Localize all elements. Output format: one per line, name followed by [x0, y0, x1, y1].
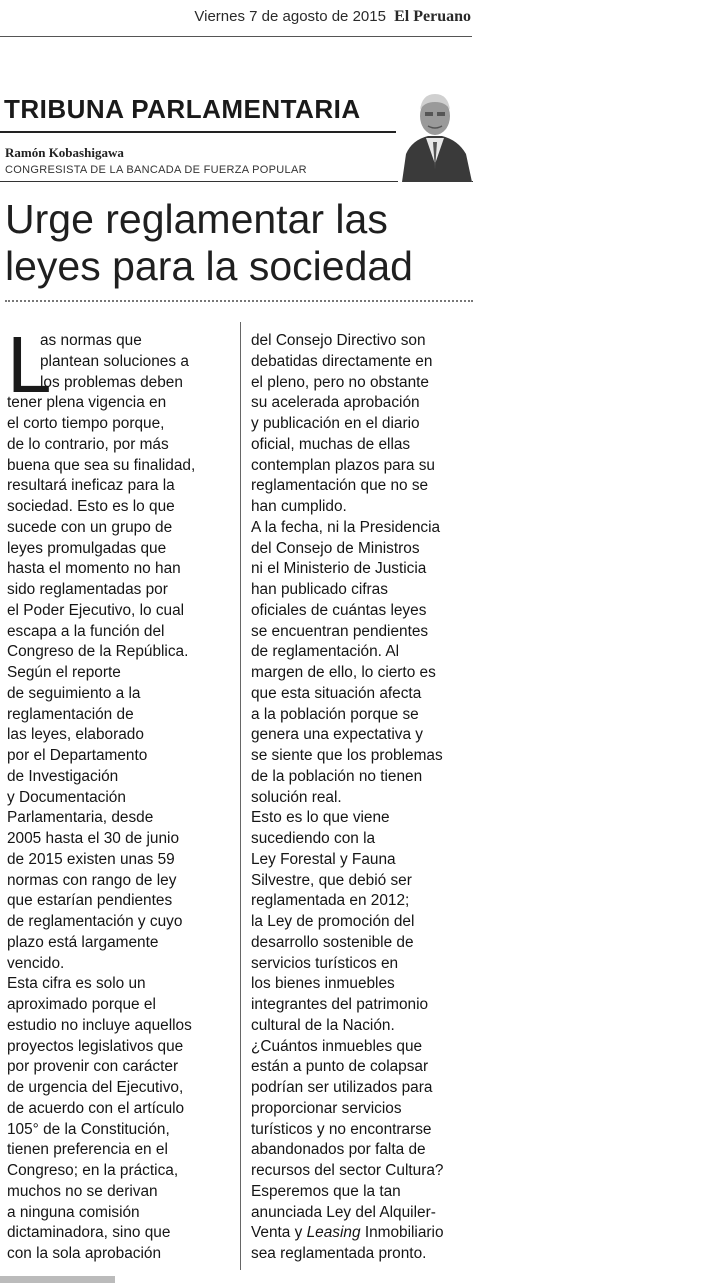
- body-line: proporcionar servicios: [251, 1099, 402, 1117]
- body-line: desarrollo sostenible de: [251, 933, 414, 951]
- body-line: y Documentación: [7, 788, 126, 806]
- body-line: muchos no se derivan: [7, 1182, 158, 1200]
- body-line: integrantes del patrimonio: [251, 996, 429, 1013]
- body-line: Esperemos que la tan: [251, 1182, 401, 1200]
- body-line: contemplan plazos para su: [251, 456, 435, 474]
- body-line: vencido.: [7, 954, 65, 972]
- body-line: ¿Cuántos inmuebles que: [251, 1037, 423, 1055]
- body-line: podrían ser utilizados para: [251, 1079, 433, 1096]
- author-name: Ramón Kobashigawa: [5, 145, 124, 160]
- body-line: solución real.: [251, 788, 342, 806]
- body-line: de seguimiento a la: [7, 684, 141, 702]
- body-line: plazo está largamente: [7, 933, 159, 951]
- body-line: de 2015 existen unas 59: [7, 850, 175, 868]
- body-line: plantean soluciones a: [40, 352, 189, 370]
- body-line: [251, 1223, 481, 1244]
- body-text: Inmobiliario: [360, 1224, 444, 1242]
- body-line: dictaminadora, sino que: [7, 1224, 171, 1242]
- body-line: cultural de la Nación.: [251, 1016, 395, 1034]
- body-line: el Poder Ejecutivo, lo cual: [7, 601, 185, 619]
- body-line: los bienes inmuebles: [251, 975, 395, 993]
- body-line: 2005 hasta el 30 de junio: [7, 830, 180, 847]
- body-line: y publicación en el diario: [251, 415, 420, 432]
- body-line: 105° de la Constitución,: [7, 1120, 170, 1138]
- body-line: el pleno, pero no obstante: [251, 373, 429, 391]
- body-line: su acelerada aprobación: [251, 394, 420, 412]
- body-line: sea reglamentada pronto.: [251, 1245, 427, 1262]
- newspaper-brand: El Peruano: [394, 8, 471, 25]
- body-line: reglamentación que no se: [251, 477, 429, 495]
- body-line: de lo contrario, por más: [7, 435, 169, 453]
- headline-line-2: leyes para la sociedad: [5, 243, 413, 289]
- body-line: recursos del sector Cultura?: [251, 1162, 444, 1179]
- body-line: abandonados por falta de: [251, 1141, 426, 1159]
- body-line: aproximado porque el: [7, 996, 156, 1013]
- drop-cap: L: [7, 320, 52, 409]
- section-divider: [0, 131, 396, 133]
- body-line: tener plena vigencia en: [7, 394, 167, 412]
- header-divider: [0, 36, 472, 37]
- body-line: hasta el momento no han: [7, 560, 181, 578]
- body-line: del Consejo de Ministros: [251, 539, 420, 557]
- page-header: [194, 8, 471, 26]
- section-title: TRIBUNA PARLAMENTARIA: [4, 94, 361, 124]
- body-line: sucede con un grupo de: [7, 518, 173, 536]
- article-headline: [5, 196, 465, 290]
- author-photo: [398, 84, 472, 182]
- body-line: están a punto de colapsar: [251, 1058, 429, 1076]
- body-line: margen de ello, lo cierto es: [251, 664, 436, 681]
- body-line: Según el reporte: [7, 664, 121, 681]
- body-line: turísticos y no encontrarse: [251, 1120, 432, 1138]
- body-line: oficial, muchas de ellas: [251, 435, 411, 453]
- body-line: el corto tiempo porque,: [7, 415, 165, 432]
- body-line: con la sola aprobación: [7, 1245, 162, 1262]
- body-line: ni el Ministerio de Justicia: [251, 560, 427, 578]
- body-line: Esto es lo que viene: [251, 809, 390, 827]
- body-line: tienen preferencia en el: [7, 1141, 168, 1159]
- body-line: la Ley de promoción del: [251, 913, 415, 930]
- body-line: as normas que: [40, 332, 142, 349]
- body-line: buena que sea su finalidad,: [7, 456, 196, 474]
- body-line: genera una expectativa y: [251, 726, 423, 744]
- body-line: a ninguna comisión: [7, 1203, 140, 1221]
- body-line: Congreso de la República.: [7, 643, 189, 661]
- body-line: por el Departamento: [7, 747, 148, 764]
- body-text: Venta y: [251, 1224, 307, 1242]
- issue-date: Viernes 7 de agosto de 2015: [194, 8, 386, 25]
- body-line: Congreso; en la práctica,: [7, 1162, 179, 1179]
- page-bottom-mark: [0, 1276, 115, 1283]
- body-line: han cumplido.: [251, 498, 347, 515]
- body-line: reglamentada en 2012;: [251, 892, 410, 910]
- body-line: leyes promulgadas que: [7, 539, 167, 557]
- body-line: Ley Forestal y Fauna: [251, 850, 396, 868]
- body-line: normas con rango de ley: [7, 871, 177, 889]
- body-line: Silvestre, que debió ser: [251, 871, 412, 889]
- body-line: oficiales de cuántas leyes: [251, 601, 427, 619]
- body-line: estudio no incluye aquellos: [7, 1016, 192, 1034]
- body-line: de la población no tienen: [251, 767, 423, 785]
- body-line: A la fecha, ni la Presidencia: [251, 518, 441, 536]
- italic-term: Leasing: [306, 1224, 361, 1242]
- article-column-right: [251, 331, 481, 1265]
- body-line: de reglamentación y cuyo: [7, 913, 183, 930]
- body-line: las leyes, elaborado: [7, 726, 144, 744]
- body-line: de acuerdo con el artículo: [7, 1099, 185, 1117]
- body-line: han publicado cifras: [251, 581, 388, 598]
- body-line: por provenir con carácter: [7, 1058, 179, 1076]
- body-line: del Consejo Directivo son: [251, 332, 426, 349]
- body-line: reglamentación de: [7, 705, 134, 723]
- body-line: que esta situación afecta: [251, 684, 422, 702]
- body-line: sido reglamentadas por: [7, 581, 168, 598]
- body-line: debatidas directamente en: [251, 352, 433, 370]
- headline-line-1: Urge reglamentar las: [5, 196, 388, 242]
- body-line: se siente que los problemas: [251, 747, 443, 764]
- body-line: se encuentran pendientes: [251, 622, 429, 640]
- body-line: los problemas deben: [40, 373, 183, 391]
- body-line: anunciada Ley del Alquiler-: [251, 1203, 436, 1221]
- article-column-left: [7, 320, 235, 1265]
- body-line: de reglamentación. Al: [251, 643, 400, 661]
- column-divider: [240, 322, 241, 1270]
- body-line: sociedad. Esto es lo que: [7, 498, 175, 515]
- body-line: de urgencia del Ejecutivo,: [7, 1079, 184, 1096]
- body-line: Esta cifra es solo un: [7, 975, 146, 993]
- body-line: sucediendo con la: [251, 830, 376, 847]
- body-line: proyectos legislativos que: [7, 1037, 184, 1055]
- body-line: que estarían pendientes: [7, 892, 173, 910]
- body-line: de Investigación: [7, 767, 119, 785]
- body-line: escapa a la función del: [7, 622, 165, 640]
- body-line: Parlamentaria, desde: [7, 809, 154, 827]
- body-line: resultará ineficaz para la: [7, 477, 175, 495]
- headline-dotted-rule: [5, 300, 473, 302]
- author-role: CONGRESISTA DE LA BANCADA DE FUERZA POPULAR: [5, 164, 307, 176]
- body-line: servicios turísticos en: [251, 954, 399, 972]
- body-line: a la población porque se: [251, 705, 419, 723]
